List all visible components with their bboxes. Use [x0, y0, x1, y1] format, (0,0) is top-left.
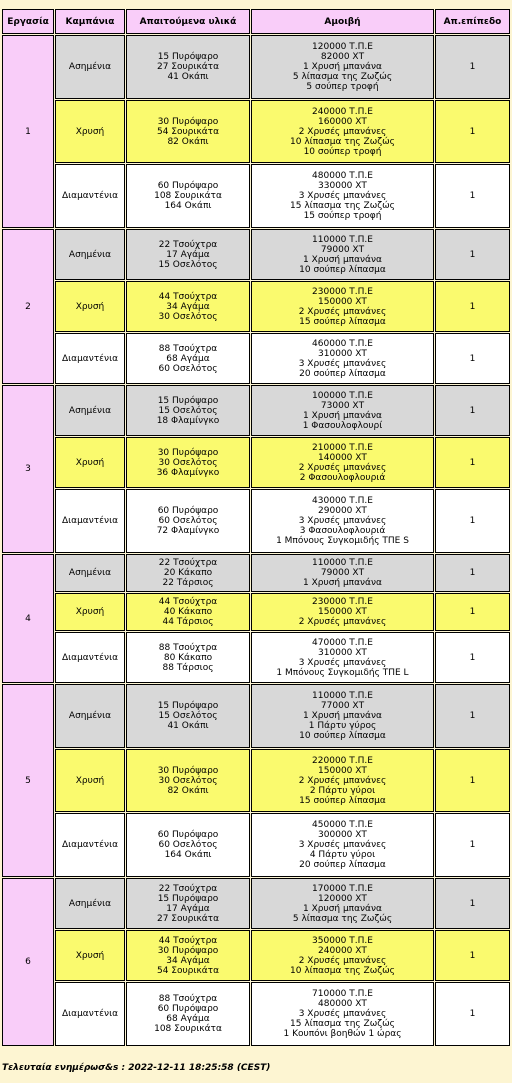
reward-item: 10 λίπασμα της Ζωζώς [290, 136, 395, 147]
reward-item: 1 Φασουλοφλουρί [302, 420, 383, 431]
required-level: 1 [435, 281, 510, 332]
material-item: 30 Οσελότος [158, 457, 218, 468]
reward-item: 150000 ΧΤ [318, 296, 367, 307]
material-item: 60 Οσελότος [158, 363, 218, 374]
required-materials [126, 437, 250, 488]
reward-item: 15 λίπασμα της Ζωζώς [290, 1019, 395, 1029]
campaign-tier: Ασημένια [55, 385, 125, 436]
required-materials [126, 749, 250, 812]
required-materials [126, 35, 250, 99]
reward-item: 1 Χρυσή μπανάνα [303, 578, 382, 588]
header-materials: Απαιτούμενα υλικά [126, 9, 250, 34]
required-level: 1 [435, 489, 510, 553]
required-materials [126, 554, 250, 592]
reward-item: 3 Χρυσές μπανάνες [298, 657, 387, 668]
campaign-tier: Διαμαντένια [55, 164, 125, 228]
reward-item: 350000 Τ.Π.Ε [312, 935, 373, 946]
last-update-footer [2, 1063, 270, 1073]
material-item: 44 Τσούχτρα [158, 935, 218, 946]
material-item: 60 Οσελότος [158, 840, 218, 850]
reward [251, 930, 434, 981]
reward-item: 79000 ΧΤ [320, 568, 365, 578]
reward [251, 982, 434, 1046]
material-item: 15 Οσελότος [158, 711, 218, 721]
table-row [2, 385, 510, 436]
reward-item: 15 σούπερ λίπασμα [299, 316, 386, 327]
material-item: 164 Οκάπι [164, 850, 212, 860]
header-task: Εργασία [2, 9, 54, 34]
campaign-tier: Χρυσή [55, 930, 125, 981]
material-item: 27 Σουρικάτα [156, 62, 220, 72]
reward-item: 73000 ΧΤ [320, 400, 365, 411]
reward-item: 1 Μπόνους Συγκομιδής ΤΠΕ L [276, 667, 409, 678]
reward [251, 554, 434, 592]
reward-item: 1 Χρυσή μπανάνα [303, 903, 382, 914]
reward-item: 10 λίπασμα της Ζωζώς [290, 965, 395, 976]
required-level: 1 [435, 554, 510, 592]
required-level: 1 [435, 749, 510, 812]
reward-item: 10 σούπερ λίπασμα [299, 264, 386, 275]
material-item: 15 Οσελότος [158, 405, 218, 416]
required-materials [126, 930, 250, 981]
reward [251, 100, 434, 163]
reward-item: 150000 ΧΤ [318, 607, 367, 617]
reward-item: 1 Χρυσή μπανάνα [303, 254, 382, 265]
required-materials [126, 229, 250, 280]
required-materials [126, 813, 250, 877]
reward-item: 2 Φασουλοφλουριά [299, 472, 386, 483]
reward-item: 470000 Τ.Π.Ε [312, 637, 373, 648]
material-item: 27 Σουρικάτα [156, 913, 220, 924]
required-level: 1 [435, 100, 510, 163]
material-item: 30 Οσελότος [158, 775, 218, 786]
reward-item: 240000 ΧΤ [318, 945, 367, 956]
table-row [2, 554, 510, 592]
table-row [2, 100, 510, 163]
required-materials [126, 684, 250, 748]
reward-item: 3 Χρυσές μπανάνες [298, 516, 387, 526]
reward-item: 310000 ΧΤ [318, 348, 367, 359]
material-item: 108 Σουρικάτα [154, 1024, 222, 1034]
reward-item: 140000 ΧΤ [318, 452, 367, 463]
material-item: 36 Φλαμίνγκο [156, 467, 220, 478]
material-item: 30 Οσελότος [158, 311, 218, 322]
reward-item: 77000 ΧΤ [320, 701, 365, 711]
table-body [2, 35, 510, 1046]
material-item: 82 Οκάπι [167, 136, 209, 147]
reward-item: 20 σούπερ λίπασμα [299, 368, 386, 379]
table-row [2, 164, 510, 228]
material-item: 18 Φλαμίνγκο [156, 415, 220, 426]
reward-item: 5 λίπασμα της Ζωζώς [292, 913, 393, 924]
reward [251, 593, 434, 631]
material-item: 15 Πυρόψαρο [157, 893, 219, 904]
required-level: 1 [435, 632, 510, 683]
reward-item: 5 λίπασμα της Ζωζώς [292, 72, 393, 82]
reward-item: 3 Χρυσές μπανάνες [298, 358, 387, 369]
last-update-label: Τελευταία ενημέρωσ&s [2, 1063, 119, 1073]
reward-item: 82000 ΧΤ [320, 52, 365, 62]
table-row [2, 930, 510, 981]
reward-item: 2 Χρυσές μπανάνες [298, 126, 387, 137]
reward-item: 480000 ΧΤ [318, 999, 367, 1009]
reward [251, 385, 434, 436]
material-item: 88 Τσούχτρα [158, 343, 218, 354]
reward-item: 240000 Τ.Π.Ε [312, 106, 373, 117]
table-row [2, 632, 510, 683]
material-item: 17 Αγάμα [166, 903, 210, 914]
material-item: 34 Αγάμα [166, 301, 210, 312]
reward [251, 164, 434, 228]
header-campaign: Καμπάνια [55, 9, 125, 34]
task-number: 5 [2, 684, 54, 877]
material-item: 22 Τσούχτρα [158, 239, 218, 250]
table-row [2, 813, 510, 877]
campaign-tier: Χρυσή [55, 593, 125, 631]
reward-item: 10 σούπερ λίπασμα [299, 731, 386, 741]
reward [251, 684, 434, 748]
reward-item: 110000 Τ.Π.Ε [312, 234, 373, 245]
material-item: 44 Τσούχτρα [158, 291, 218, 302]
required-materials [126, 385, 250, 436]
reward-item: 170000 Τ.Π.Ε [312, 883, 373, 894]
material-item: 30 Πυρόψαρο [157, 447, 219, 458]
quest-table [1, 8, 511, 1047]
reward [251, 35, 434, 99]
material-item: 54 Σουρικάτα [156, 126, 220, 137]
campaign-tier: Ασημένια [55, 229, 125, 280]
reward-item: 110000 Τ.Π.Ε [312, 691, 373, 701]
reward-item: 2 Χρυσές μπανάνες [298, 775, 387, 786]
reward-item: 210000 Τ.Π.Ε [312, 442, 373, 453]
required-materials [126, 333, 250, 384]
required-level: 1 [435, 437, 510, 488]
task-number: 4 [2, 554, 54, 683]
material-item: 54 Σουρικάτα [156, 965, 220, 976]
reward-item: 1 Χρυσή μπανάνα [303, 62, 382, 72]
campaign-tier: Διαμαντένια [55, 333, 125, 384]
required-level: 1 [435, 164, 510, 228]
required-level: 1 [435, 982, 510, 1046]
reward-item: 2 Χρυσές μπανάνες [298, 617, 387, 627]
campaign-tier: Χρυσή [55, 749, 125, 812]
required-materials [126, 164, 250, 228]
campaign-tier: Ασημένια [55, 35, 125, 99]
required-materials [126, 593, 250, 631]
reward-item: 3 Χρυσές μπανάνες [298, 840, 387, 850]
table-row [2, 489, 510, 553]
required-level: 1 [435, 878, 510, 929]
required-level: 1 [435, 385, 510, 436]
campaign-tier: Χρυσή [55, 281, 125, 332]
campaign-tier: Διαμαντένια [55, 489, 125, 553]
reward-item: 120000 Τ.Π.Ε [312, 42, 373, 52]
material-item: 164 Οκάπι [164, 201, 212, 211]
reward-item: 20 σούπερ λίπασμα [299, 860, 386, 870]
table-row [2, 437, 510, 488]
campaign-tier: Διαμαντένια [55, 982, 125, 1046]
material-item: 30 Πυρόψαρο [157, 116, 219, 127]
campaign-tier: Ασημένια [55, 554, 125, 592]
material-item: 72 Φλαμίνγκο [156, 526, 220, 536]
reward-item: 310000 ΧΤ [318, 647, 367, 658]
required-materials [126, 281, 250, 332]
material-item: 60 Πυρόψαρο [157, 506, 219, 516]
material-item: 88 Τάρσιος [162, 662, 214, 673]
reward-item: 2 Χρυσές μπανάνες [298, 462, 387, 473]
reward-item: 290000 ΧΤ [318, 506, 367, 516]
required-materials [126, 878, 250, 929]
reward-item: 330000 ΧΤ [318, 181, 367, 191]
campaign-tier: Ασημένια [55, 878, 125, 929]
header-row [2, 9, 510, 34]
reward-item: 230000 Τ.Π.Ε [312, 597, 373, 607]
reward-item: 1 Χρυσή μπανάνα [303, 410, 382, 421]
reward-item: 450000 Τ.Π.Ε [312, 820, 373, 830]
task-number: 3 [2, 385, 54, 553]
material-item: 60 Πυρόψαρο [157, 830, 219, 840]
reward-item: 480000 Τ.Π.Ε [312, 171, 373, 181]
reward-item: 3 Χρυσές μπανάνες [298, 191, 387, 201]
material-item: 82 Οκάπι [167, 785, 209, 796]
reward-item: 230000 Τ.Π.Ε [312, 286, 373, 297]
reward-item: 430000 Τ.Π.Ε [312, 496, 373, 506]
reward-item: 79000 ΧΤ [320, 244, 365, 255]
reward-item: 160000 ΧΤ [318, 116, 367, 127]
material-item: 60 Πυρόψαρο [157, 181, 219, 191]
reward-item: 100000 Τ.Π.Ε [312, 390, 373, 401]
table-row [2, 229, 510, 280]
task-number: 2 [2, 229, 54, 384]
reward [251, 749, 434, 812]
reward-item: 710000 Τ.Π.Ε [312, 989, 373, 999]
task-number: 1 [2, 35, 54, 228]
header-level: Απ.επίπεδο [435, 9, 510, 34]
table-row [2, 878, 510, 929]
reward-item: 150000 ΧΤ [318, 765, 367, 776]
material-item: 88 Τσούχτρα [158, 994, 218, 1004]
reward-item: 2 Πάρτυ γύροι [309, 785, 376, 796]
required-level: 1 [435, 593, 510, 631]
material-item: 15 Οσελότος [158, 259, 218, 270]
material-item: 88 Τσούχτρα [158, 642, 218, 653]
material-item: 68 Αγάμα [166, 1014, 210, 1024]
material-item: 44 Τάρσιος [162, 617, 214, 627]
material-item: 41 Οκάπι [167, 72, 209, 82]
campaign-tier: Διαμαντένια [55, 813, 125, 877]
reward [251, 632, 434, 683]
table-row [2, 684, 510, 748]
material-item: 34 Αγάμα [166, 955, 210, 966]
material-item: 60 Οσελότος [158, 516, 218, 526]
material-item: 15 Πυρόψαρο [157, 395, 219, 406]
reward-item: 1 Χρυσή μπανάνα [303, 711, 382, 721]
required-level: 1 [435, 813, 510, 877]
reward [251, 281, 434, 332]
campaign-tier: Χρυσή [55, 100, 125, 163]
material-item: 41 Οκάπι [167, 721, 209, 731]
campaign-tier: Ασημένια [55, 684, 125, 748]
reward-item: 2 Χρυσές μπανάνες [298, 306, 387, 317]
required-level: 1 [435, 333, 510, 384]
required-level: 1 [435, 229, 510, 280]
required-level: 1 [435, 930, 510, 981]
required-level: 1 [435, 684, 510, 748]
material-item: 22 Τάρσιος [162, 578, 214, 588]
reward-item: 4 Πάρτυ γύροι [309, 850, 376, 860]
material-item: 44 Τσούχτρα [158, 597, 218, 607]
reward-item: 15 σούπερ τροφή [303, 211, 382, 221]
material-item: 80 Κάκαπο [163, 652, 213, 663]
header-reward: Αμοιβή [251, 9, 434, 34]
required-materials [126, 100, 250, 163]
material-item: 15 Πυρόψαρο [157, 52, 219, 62]
reward-item: 120000 ΧΤ [318, 893, 367, 904]
reward [251, 813, 434, 877]
required-materials [126, 982, 250, 1046]
material-item: 30 Πυρόψαρο [157, 945, 219, 956]
reward-item: 460000 Τ.Π.Ε [312, 338, 373, 349]
task-number: 6 [2, 878, 54, 1046]
table-row [2, 35, 510, 99]
reward-item: 1 Μπόνους Συγκομιδής ΤΠΕ S [276, 536, 409, 546]
reward [251, 437, 434, 488]
reward-item: 220000 Τ.Π.Ε [312, 755, 373, 766]
material-item: 22 Τσούχτρα [158, 558, 218, 568]
reward-item: 10 σούπερ τροφή [303, 146, 382, 157]
reward [251, 489, 434, 553]
required-materials [126, 489, 250, 553]
reward [251, 878, 434, 929]
table-row [2, 281, 510, 332]
table-row [2, 749, 510, 812]
reward [251, 333, 434, 384]
material-item: 15 Πυρόψαρο [157, 701, 219, 711]
material-item: 30 Πυρόψαρο [157, 765, 219, 776]
material-item: 68 Αγάμα [166, 353, 210, 364]
reward-item: 2 Χρυσές μπανάνες [298, 955, 387, 966]
reward-item: 300000 ΧΤ [318, 830, 367, 840]
reward-item: 5 σούπερ τροφή [306, 82, 379, 92]
campaign-tier: Χρυσή [55, 437, 125, 488]
table-row [2, 982, 510, 1046]
material-item: 108 Σουρικάτα [154, 191, 222, 201]
campaign-tier: Διαμαντένια [55, 632, 125, 683]
last-update-timestamp: : 2022-12-11 18:25:58 (CEST) [121, 1063, 271, 1073]
reward-item: 1 Κουπόνι βοηθών 1 ώρας [283, 1029, 402, 1039]
material-item: 22 Τσούχτρα [158, 883, 218, 894]
required-level: 1 [435, 35, 510, 99]
material-item: 20 Κάκαπο [163, 568, 213, 578]
table-row [2, 593, 510, 631]
material-item: 40 Κάκαπο [163, 607, 213, 617]
reward-item: 3 Φασουλοφλουριά [299, 526, 386, 536]
reward-item: 3 Χρυσές μπανάνες [298, 1009, 387, 1019]
material-item: 60 Πυρόψαρο [157, 1004, 219, 1014]
reward-item: 110000 Τ.Π.Ε [312, 558, 373, 568]
reward [251, 229, 434, 280]
table-row [2, 333, 510, 384]
reward-item: 1 Πάρτυ γύρος [308, 721, 377, 731]
reward-item: 15 σούπερ λίπασμα [299, 795, 386, 806]
reward-item: 15 λίπασμα της Ζωζώς [290, 201, 395, 211]
material-item: 17 Αγάμα [166, 249, 210, 260]
required-materials [126, 632, 250, 683]
